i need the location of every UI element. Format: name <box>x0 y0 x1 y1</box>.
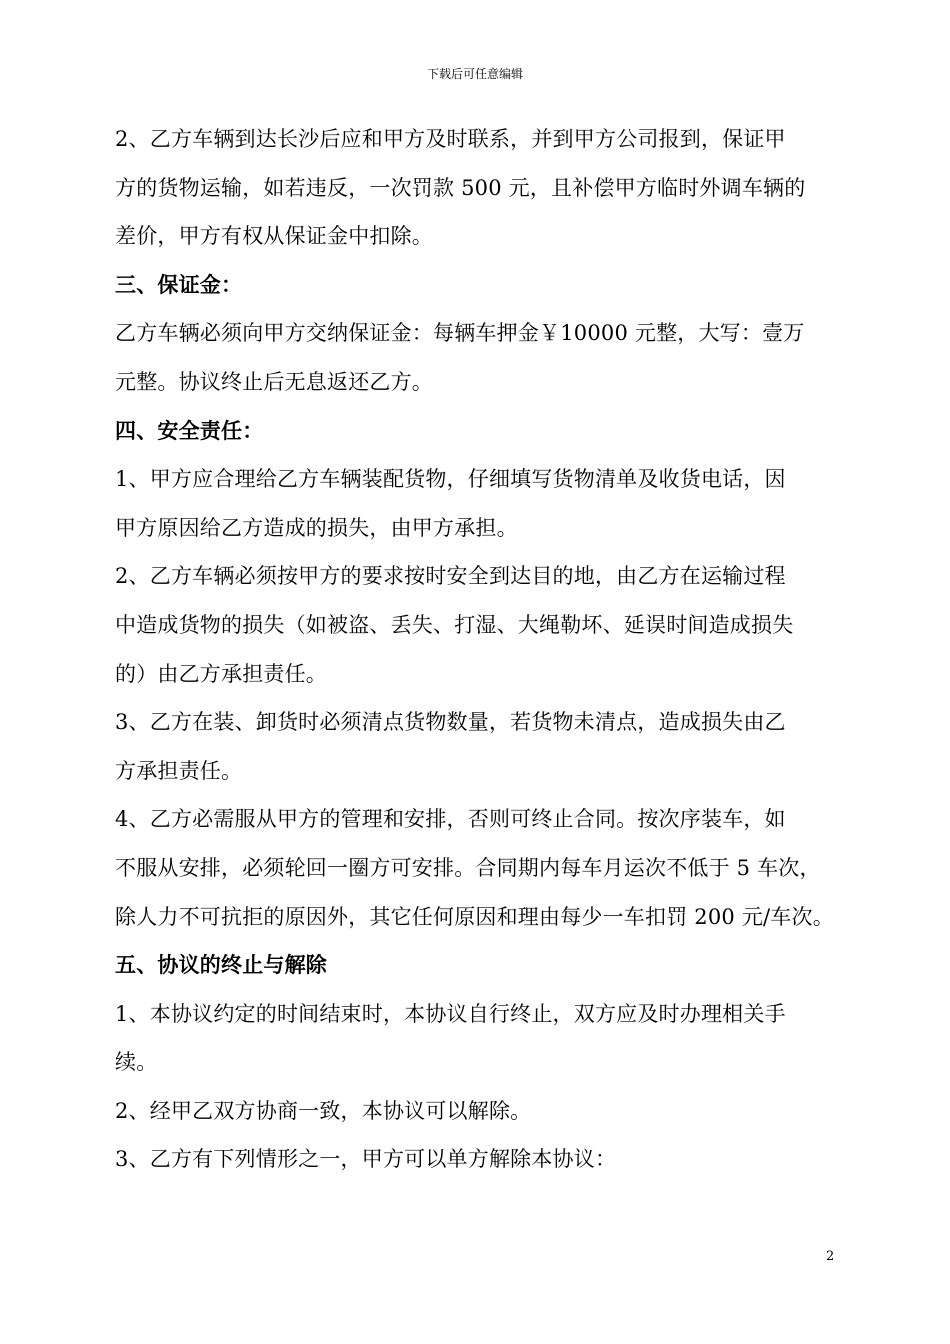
body-line: 方的货物运输，如若违反，一次罚款 500 元，且补偿甲方临时外调车辆的 <box>115 175 806 200</box>
body-line: 甲方原因给乙方造成的损失，由甲方承担。 <box>115 515 518 540</box>
document-body <box>115 115 845 1184</box>
section-heading-termination: 五、协议的终止与解除 <box>115 952 327 978</box>
page-header: 下载后可任意编辑 <box>426 67 523 81</box>
body-line: 3、乙方在装、卸货时必须清点货物数量，若货物未清点，造成损失由乙 <box>115 710 786 735</box>
body-line: 乙方车辆必须向甲方交纳保证金：每辆车押金￥10000 元整，大写：壹万 <box>115 321 805 346</box>
body-line: 差价，甲方有权从保证金中扣除。 <box>115 224 433 249</box>
body-line: 1、甲方应合理给乙方车辆装配货物，仔细填写货物清单及收货电话，因 <box>115 467 786 492</box>
body-line: 2、乙方车辆必须按甲方的要求按时安全到达目的地，由乙方在运输过程 <box>115 564 786 589</box>
section-heading-deposit: 三、保证金： <box>115 271 243 297</box>
section-heading-safety: 四、安全责任： <box>115 417 264 443</box>
body-line: 除人力不可抗拒的原因外，其它任何原因和理由每少一车扣罚 200 元/车次。 <box>115 904 834 929</box>
body-line: 元整。协议终止后无息返还乙方。 <box>115 369 433 394</box>
body-line: 2、乙方车辆到达长沙后应和甲方及时联系，并到甲方公司报到，保证甲 <box>115 127 786 151</box>
body-line: 4、乙方必需服从甲方的管理和安排，否则可终止合同。按次序装车，如 <box>115 807 786 832</box>
body-line: 3、乙方有下列情形之一，甲方可以单方解除本协议： <box>115 1147 617 1172</box>
body-line: 1、本协议约定的时间结束时，本协议自行终止，双方应及时办理相关手 <box>115 1001 786 1026</box>
body-line: 的）由乙方承担责任。 <box>115 661 327 686</box>
body-line: 2、经甲乙双方协商一致，本协议可以解除。 <box>115 1098 532 1123</box>
page-number: 2 <box>826 1249 835 1264</box>
body-line: 不服从安排，必须轮回一圈方可安排。合同期内每车月运次不低于 5 车次， <box>115 855 821 880</box>
body-line: 续。 <box>115 1050 158 1075</box>
body-line: 方承担责任。 <box>115 758 243 783</box>
body-line: 中造成货物的损失（如被盗、丢失、打湿、大绳勒坏、延误时间造成损失 <box>115 612 794 637</box>
